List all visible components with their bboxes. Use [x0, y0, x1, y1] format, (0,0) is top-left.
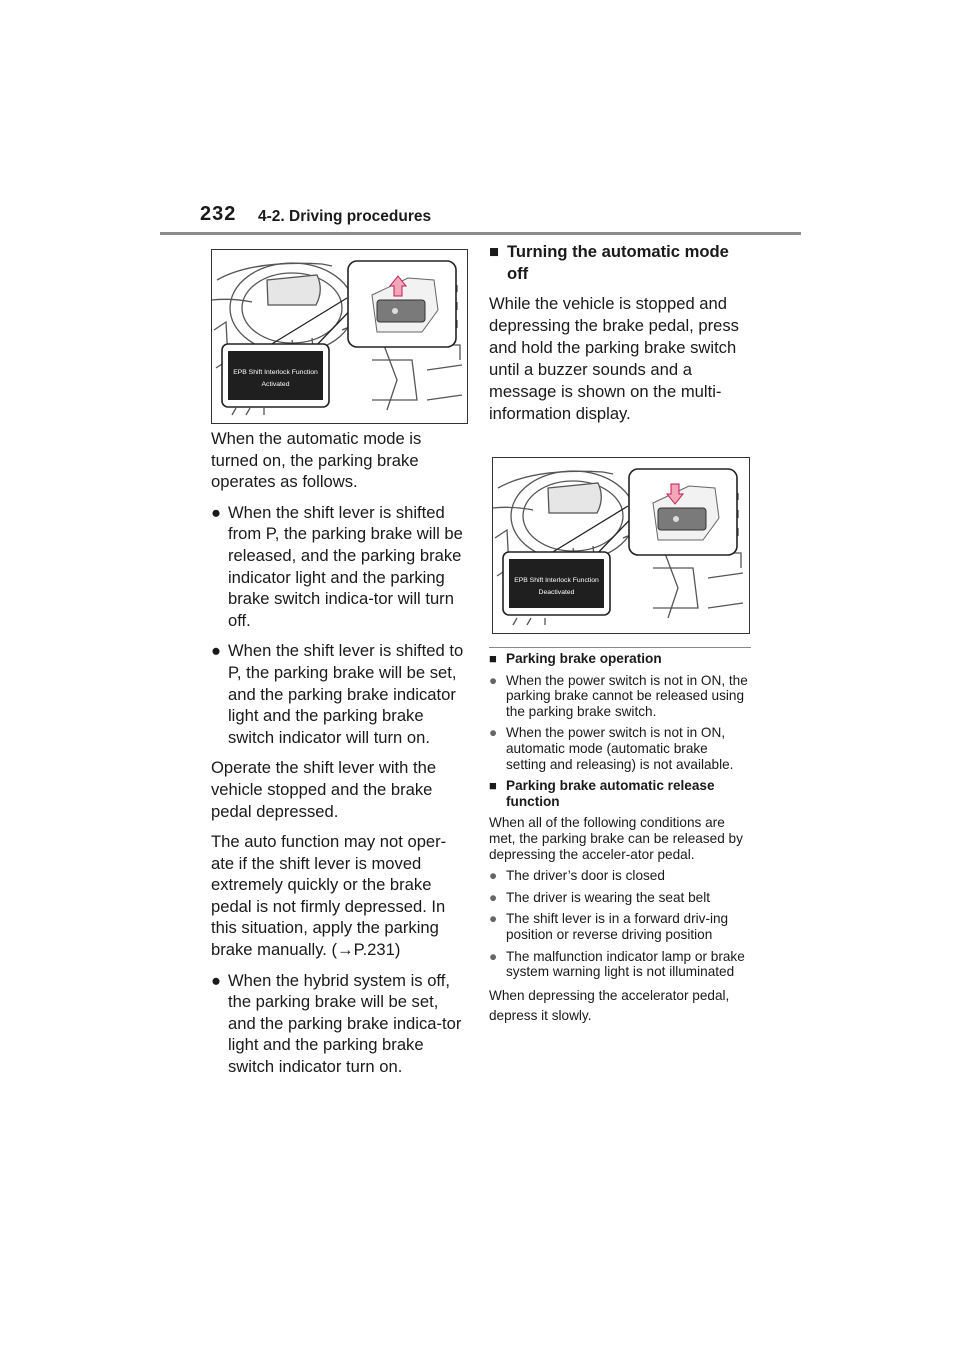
bullet-item: ● When the hybrid system is off, the parking brake will be set, and the parking brake indica-tor light and the parking brake switch indicator turn on.	[211, 970, 462, 1077]
left-column	[211, 428, 466, 1087]
subsection-heading: ■ Turning the automatic mode off	[489, 242, 729, 283]
note-heading: ■ Parking brake operation	[489, 651, 662, 666]
paragraph: While the vehicle is stopped and depressing the brake pedal, press and hold the parking brake switch until a buzzer sounds and a message is shown on the multi-information display.	[489, 294, 739, 423]
figure-automatic-mode-on	[211, 249, 468, 424]
square-bullet-icon: ■	[489, 242, 500, 261]
note-item: ● When the power switch is not in ON, automatic mode (automatic brake setting and releasing) is not available.	[489, 725, 734, 772]
section-title: 4-2. Driving procedures	[258, 208, 432, 225]
header-rule	[160, 232, 801, 235]
note-item: ● The shift lever is in a forward driv-ing position or reverse driving position	[489, 911, 729, 942]
intro-paragraph: When the automatic mode is turned on, the parking brake operates as follows.	[211, 429, 422, 492]
notes-divider	[489, 647, 751, 648]
message-line1: EPB Shift Interlock Function	[233, 369, 318, 376]
notes-section	[489, 651, 751, 1032]
dot-bullet-icon: ●	[489, 672, 498, 688]
paragraph: The auto function may not oper-ate if the shift lever is moved extremely quickly or the brake pedal is not firmly depressed. In this situation, apply the parking brake manually. (→P.231)	[211, 832, 447, 960]
bullet-icon: ●	[211, 970, 222, 990]
message-line2: Activated	[261, 381, 290, 388]
paragraph: Operate the shift lever with the vehicle stopped and the brake pedal depressed.	[211, 758, 437, 821]
dot-bullet-icon: ●	[489, 868, 498, 884]
dashboard-illustration	[493, 458, 749, 633]
dot-bullet-icon: ●	[489, 889, 498, 905]
note-item: ● The driver is wearing the seat belt	[489, 889, 711, 905]
note-item: ● When the power switch is not in ON, the parking brake cannot be released using the parking brake switch.	[489, 672, 748, 719]
dot-bullet-icon: ●	[489, 911, 498, 927]
figure-automatic-mode-off	[492, 457, 750, 634]
right-column	[489, 241, 754, 425]
note-heading: ■ Parking brake automatic release function	[489, 778, 715, 809]
bullet-icon: ●	[211, 641, 222, 661]
message-line1: EPB Shift Interlock Function	[514, 577, 599, 584]
square-bullet-icon: ■	[489, 651, 497, 666]
note-item: ● The driver’s door is closed	[489, 868, 665, 884]
bullet-item: ● When the shift lever is shifted to P, the parking brake will be set, and the parking brake indicator light and the parking brake switch indicator will turn on.	[211, 641, 464, 747]
dot-bullet-icon: ●	[489, 725, 498, 741]
dashboard-illustration	[212, 250, 467, 423]
page-number: 232	[200, 203, 237, 225]
square-bullet-icon: ■	[489, 778, 497, 794]
note-paragraph: When depressing the accelerator pedal, depress it slowly.	[489, 987, 730, 1023]
note-paragraph: When all of the following conditions are met, the parking brake can be released by depressing the acceler-ator pedal.	[489, 815, 743, 862]
dot-bullet-icon: ●	[489, 948, 498, 964]
bullet-item: ● When the shift lever is shifted from P, the parking brake will be released, and the parking brake indicator light and the parking brake switch indica-tor will turn off.	[211, 502, 463, 630]
bullet-icon: ●	[211, 502, 222, 522]
note-item: ● The malfunction indicator lamp or brake system warning light is not illuminated	[489, 948, 745, 980]
message-line2: Deactivated	[538, 589, 575, 596]
